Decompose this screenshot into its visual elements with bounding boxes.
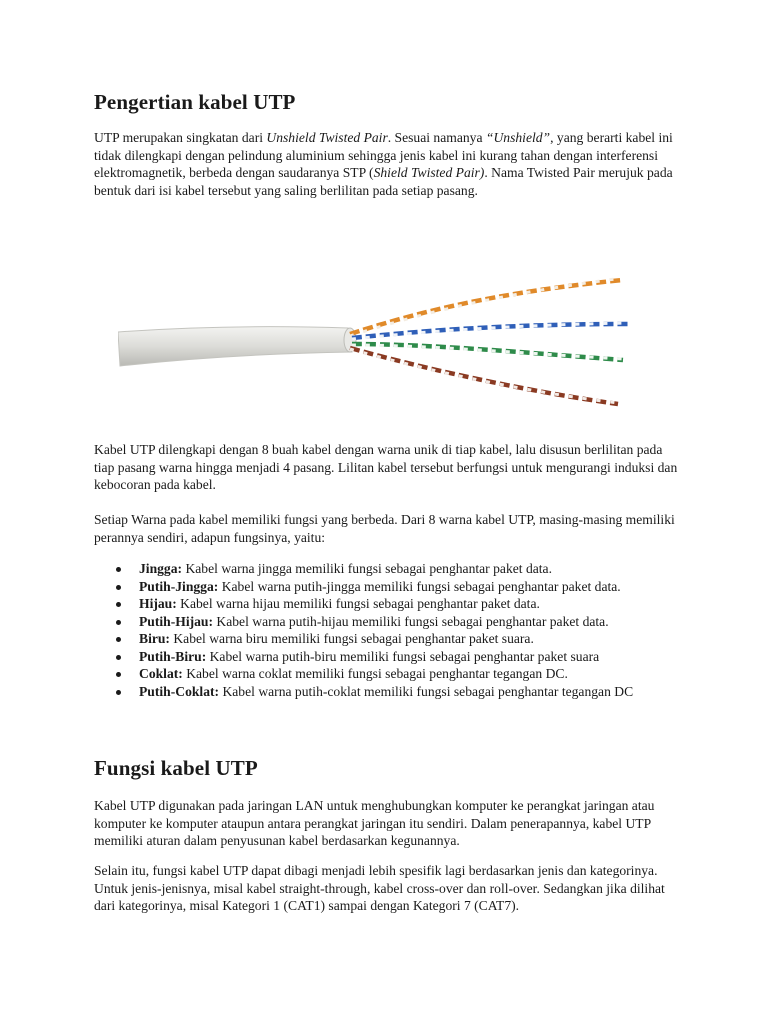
bullet-icon [116,690,121,695]
color-label: Hijau: [139,596,177,611]
list-item [94,630,684,648]
color-description: Kabel warna putih-jingga memiliki fungsi sebagai penghantar paket data. [218,578,621,594]
italic-term: Shield Twisted Pair) [373,165,485,180]
bullet-icon [116,567,121,572]
bullet-icon [116,620,121,625]
color-description: Kabel warna putih-coklat memiliki fungsi sebagai penghantar tegangan DC [219,683,634,699]
wire-white-blue [352,323,628,339]
text-run: . Nama Twisted Pair merujuk pada bentuk dari isi kabel tersebut yang saling berlilitan pada setiap pasang. [94,165,673,198]
list-item [94,595,684,613]
color-description: Kabel warna jingga memiliki fungsi sebagai penghantar paket data. [182,561,552,576]
list-item [94,613,684,631]
color-label: Putih-Jingga: [139,578,219,594]
bullet-icon [116,585,121,590]
list-item [94,578,684,596]
color-label: Putih-Hijau: [139,613,214,629]
color-label: Jingga: [139,561,183,576]
bullet-icon [116,637,121,642]
bullet-icon [116,655,121,660]
color-label: Putih-Biru: [139,648,207,664]
utp-cable-image [118,262,638,422]
paragraph-color-functions-intro: Setiap Warna pada kabel memiliki fungsi yang berbeda. Dari 8 warna kabel UTP, masing-masing memiliki perannya sendiri, adapun fungsinya, yaitu: [94,512,675,545]
color-label: Coklat: [139,666,183,681]
section-heading-pengertian: Pengertian kabel UTP [94,90,296,114]
wire-blue [352,324,628,338]
bullet-icon [116,602,121,607]
color-function-list [94,560,684,700]
paragraph-utp-definition [94,129,684,199]
list-item [94,648,684,666]
italic-term: Unshield Twisted Pair [266,130,388,145]
color-description: Kabel warna putih-biru memiliki fungsi sebagai penghantar paket suara [206,648,600,664]
section-heading-fungsi: Fungsi kabel UTP [94,756,258,780]
color-description: Kabel warna hijau memiliki fungsi sebagai penghantar paket data. [176,596,540,611]
list-item [94,683,684,701]
italic-term: “Unshield” [485,130,551,145]
paragraph-wire-colors: Kabel UTP dilengkapi dengan 8 buah kabel dengan warna unik di tiap kabel, lalu disusun berlilitan pada tiap pasang warna hingga menjadi 4 pasang. Lilitan kabel tersebut berfungsi untuk mengurangi induksi dan kebocoran pada kabel. [94,442,678,492]
color-description: Kabel warna coklat memiliki fungsi sebagai penghantar tegangan DC. [182,666,568,681]
paragraph-utp-categories: Selain itu, fungsi kabel UTP dapat dibagi menjadi lebih spesifik lagi berdasarkan jenis dan kategorinya. Untuk jenis-jenisnya, misal kabel straight-through, kabel cross-over dan roll-over. Sedangkan jika dilihat dari kategorinya, misal Kategori 1 (CAT1) sampai dengan Kategori 7 (CAT7). [94,863,665,913]
color-label: Biru: [139,631,170,646]
list-item [94,665,684,683]
list-item [94,560,684,578]
bullet-icon [116,672,121,677]
paragraph-utp-usage: Kabel UTP digunakan pada jaringan LAN untuk menghubungkan komputer ke perangkat jaringan atau komputer ke komputer ataupun antara perangkat jaringan itu sendiri. Dalam penerapannya, kabel UTP memiliki aturan dalam penyusunan kabel berdasarkan kegunannya. [94,798,655,848]
text-run: UTP merupakan singkatan dari [94,130,267,145]
text-run: . Sesuai namanya [387,130,486,145]
color-label: Putih-Coklat: [139,683,220,699]
color-description: Kabel warna biru memiliki fungsi sebagai penghantar paket suara. [169,631,534,646]
color-description: Kabel warna putih-hijau memiliki fungsi sebagai penghantar paket data. [213,613,609,629]
text-run: , yang berarti kabel ini tidak dilengkapi dengan pelindung aluminium sehingga jenis kabel ini kurang tahan dengan interferensi elektromagnetik, berbeda dengan saudaranya STP ( [94,130,673,180]
cable-jacket [118,327,352,366]
